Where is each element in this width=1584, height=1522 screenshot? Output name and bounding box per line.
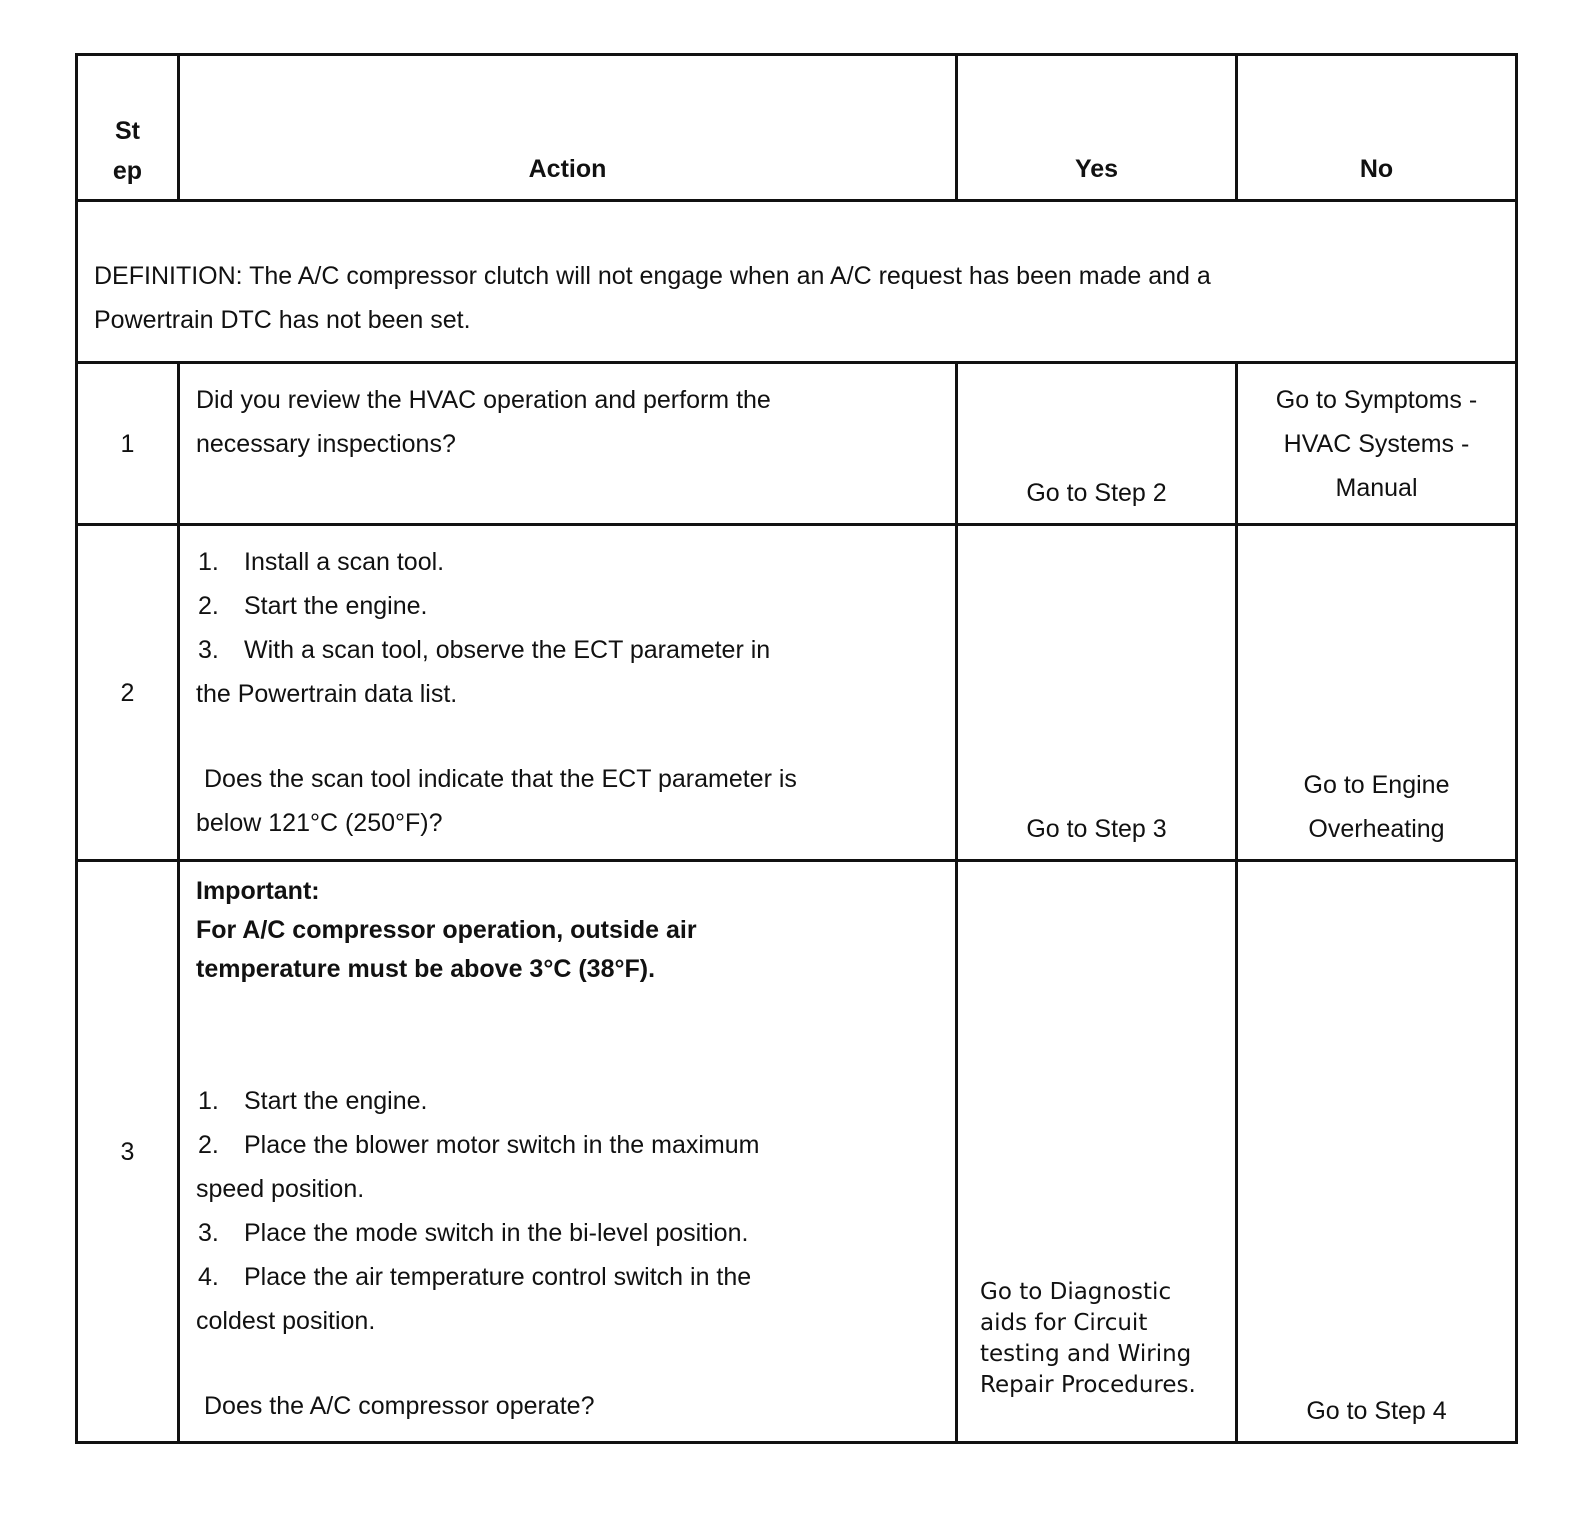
no-cell: Go to Step 4 (1237, 861, 1517, 1443)
action-text: Did you review the HVAC operation and perform the (196, 386, 771, 414)
action-cell (179, 363, 957, 525)
header-action: Action (179, 55, 957, 201)
definition-text-line1: DEFINITION: The A/C compressor clutch will not engage when an A/C request has been made and a (94, 262, 1211, 290)
definition-row (77, 201, 1517, 363)
diagnostic-table (75, 53, 1518, 1444)
list-item-continuation: the Powertrain data list. (196, 680, 458, 708)
list-item-continuation: speed position. (196, 1175, 365, 1203)
list-item: 3. With a scan tool, observe the ECT parameter in (198, 636, 771, 664)
question-text: below 121°C (250°F)? (196, 809, 443, 837)
header-no: No (1237, 55, 1517, 201)
list-item: 2. Start the engine. (198, 592, 428, 620)
list-item: 1. Install a scan tool. (198, 548, 445, 576)
table-row (77, 525, 1517, 861)
definition-text-line2: Powertrain DTC has not been set. (94, 306, 471, 334)
yes-cell: Go to Diagnostic aids for Circuit testing and Wiring Repair Procedures. (957, 861, 1237, 1443)
important-note: Important: For A/C compressor operation, outside air temperature must be above 3°C (38°F). (196, 877, 697, 983)
procedure-list (196, 1079, 939, 1343)
list-item: 1. Start the engine. (198, 1087, 428, 1115)
step-number: 3 (77, 861, 179, 1443)
yes-cell: Go to Step 2 (957, 363, 1237, 525)
list-item: 4. Place the air temperature control switch in the (198, 1263, 752, 1291)
no-cell: Go to Engine Overheating (1237, 525, 1517, 861)
procedure-list (196, 540, 939, 672)
step-number: 2 (77, 525, 179, 861)
action-text: necessary inspections? (196, 430, 456, 458)
definition-cell (77, 201, 1517, 363)
header-yes: Yes (957, 55, 1237, 201)
question-text: Does the A/C compressor operate? (204, 1392, 595, 1420)
list-item: 2. Place the blower motor switch in the maximum (198, 1131, 760, 1159)
action-cell (179, 861, 957, 1443)
no-cell: Go to Symptoms - HVAC Systems - Manual (1237, 363, 1517, 525)
list-item: 3. Place the mode switch in the bi-level position. (198, 1219, 749, 1247)
table-row (77, 861, 1517, 1443)
yes-cell: Go to Step 3 (957, 525, 1237, 861)
question-text: Does the scan tool indicate that the ECT parameter is (204, 765, 797, 793)
header-step: St ep (77, 55, 179, 201)
header-row (77, 55, 1517, 201)
list-item-continuation: coldest position. (196, 1307, 376, 1335)
table-row (77, 363, 1517, 525)
step-number: 1 (77, 363, 179, 525)
action-cell (179, 525, 957, 861)
